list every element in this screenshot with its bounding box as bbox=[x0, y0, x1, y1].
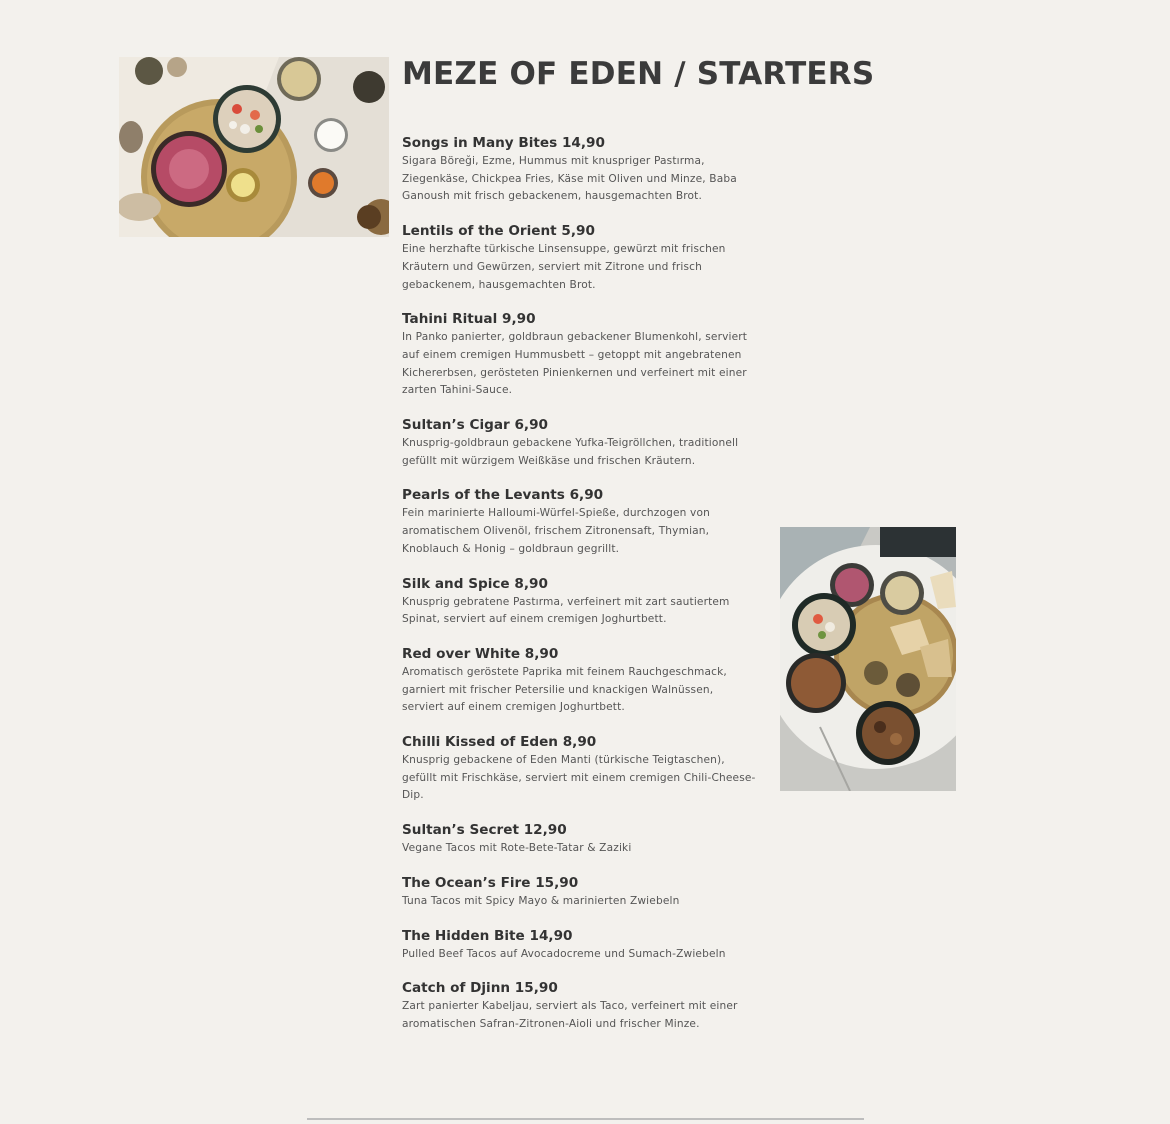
menu-item-price: 8,90 bbox=[562, 734, 597, 751]
menu-item-description-line: Ziegenkäse, Chickpea Fries, Käse mit Oliven und Minze, Baba bbox=[402, 172, 737, 185]
meze-platter-photo bbox=[119, 57, 389, 237]
menu-item bbox=[402, 309, 767, 400]
menu-item-description-line: serviert auf einem cremigen Joghurtbett. bbox=[402, 701, 625, 714]
menu-item-description-line: Tuna Tacos mit Spicy Mayo & marinierten Zwiebeln bbox=[402, 894, 680, 907]
menu-item bbox=[402, 415, 767, 470]
menu-item bbox=[402, 133, 767, 206]
menu-item-heading bbox=[402, 644, 767, 664]
meze-table-illustration bbox=[780, 527, 956, 791]
menu-item-description-line: Ganoush mit frisch gebackenem, hausgemachten Brot. bbox=[402, 190, 702, 203]
menu-item-description-line: Knoblauch & Honig – goldbraun gegrillt. bbox=[402, 542, 620, 555]
menu-item bbox=[402, 221, 767, 294]
menu-item bbox=[402, 978, 767, 1033]
menu-item-price: 6,90 bbox=[569, 487, 604, 504]
menu-item-name: The Hidden Bite bbox=[402, 927, 525, 944]
menu-item-description bbox=[402, 241, 767, 294]
meze-table-photo bbox=[780, 527, 956, 791]
menu-item-name: Silk and Spice bbox=[402, 575, 510, 592]
menu-item-description bbox=[402, 594, 767, 629]
menu-item-description-line: zarten Tahini-Sauce. bbox=[402, 384, 513, 397]
menu-item-price: 8,90 bbox=[524, 645, 559, 662]
menu-item-description bbox=[402, 893, 767, 911]
menu-item-price: 14,90 bbox=[561, 135, 605, 151]
menu-item-description-line: Aromatisch geröstete Paprika mit feinem Rauchgeschmack, bbox=[402, 665, 727, 678]
menu-item-heading bbox=[402, 415, 767, 435]
menu-item-name: Chilli Kissed of Eden bbox=[402, 734, 558, 751]
menu-item-description-line: gebackenem, hausgemachten Brot. bbox=[402, 278, 596, 291]
menu-item-heading bbox=[402, 820, 767, 840]
menu-list bbox=[402, 133, 767, 1049]
menu-item-heading bbox=[402, 926, 767, 946]
menu-item bbox=[402, 820, 767, 858]
menu-item-heading bbox=[402, 978, 767, 998]
menu-item-description-line: Fein marinierte Halloumi-Würfel-Spieße, durchzogen von bbox=[402, 507, 710, 520]
menu-item-name: Catch of Djinn bbox=[402, 980, 511, 997]
menu-item-description bbox=[402, 329, 767, 400]
menu-item-description-line: Eine herzhafte türkische Linsensuppe, gewürzt mit frischen bbox=[402, 243, 726, 256]
menu-item-price: 12,90 bbox=[523, 822, 567, 839]
menu-item bbox=[402, 485, 767, 558]
menu-item-description-line: In Panko panierter, goldbraun gebackener Blumenkohl, serviert bbox=[402, 331, 748, 344]
menu-item-heading bbox=[402, 485, 767, 505]
menu-item-heading bbox=[402, 133, 767, 153]
menu-item-price: 9,90 bbox=[501, 311, 536, 328]
menu-item-heading bbox=[402, 732, 767, 752]
menu-item bbox=[402, 644, 767, 717]
menu-item-price: 8,90 bbox=[514, 575, 548, 592]
menu-item-description-line: gefüllt mit Frischkäse, serviert mit einem cremigen Chili-Cheese- bbox=[402, 771, 756, 784]
menu-item-heading bbox=[402, 309, 767, 329]
menu-item-price: 6,90 bbox=[514, 417, 548, 434]
menu-item-description-line: Kräutern und Gewürzen, serviert mit Zitrone und frisch bbox=[402, 260, 702, 273]
menu-item-description bbox=[402, 435, 767, 470]
menu-item-name: Lentils of the Orient bbox=[402, 223, 557, 240]
menu-item bbox=[402, 926, 767, 964]
menu-item-description-line: aromatischem Olivenöl, frischem Zitronensaft, Thymian, bbox=[402, 525, 710, 538]
menu-item-description-line: Zart panierter Kabeljau, serviert als Taco, verfeinert mit einer bbox=[402, 1000, 738, 1013]
menu-item-description bbox=[402, 752, 767, 805]
menu-item-description-line: Knusprig gebackene of Eden Manti (türkische Teigtaschen), bbox=[402, 754, 725, 767]
menu-item-description-line: Sigara Böreği, Ezme, Hummus mit knuspriger Pastırma, bbox=[402, 155, 705, 167]
menu-item-description bbox=[402, 998, 767, 1033]
menu-item-description-line: aromatischen Safran-Zitronen-Aioli und frischer Minze. bbox=[402, 1017, 700, 1030]
menu-item-name: Red over White bbox=[402, 645, 521, 662]
menu-item-description-line: Spinat, serviert auf einem cremigen Joghurtbett. bbox=[402, 613, 667, 626]
section-title: MEZE OF EDEN / STARTERS bbox=[402, 56, 875, 92]
menu-item-description bbox=[402, 840, 767, 858]
menu-item-price: 14,90 bbox=[529, 927, 573, 944]
menu-item-description-line: Pulled Beef Tacos auf Avocadocreme und Sumach-Zwiebeln bbox=[402, 947, 726, 960]
menu-item-description-line: auf einem cremigen Hummusbett – getoppt mit angebratenen bbox=[402, 348, 742, 361]
menu-item-name: Pearls of the Levants bbox=[402, 487, 565, 504]
menu-item-price: 15,90 bbox=[535, 874, 579, 891]
menu-item bbox=[402, 574, 767, 629]
menu-item-description-line: Kichererbsen, gerösteten Pinienkernen und verfeinert mit einer bbox=[402, 366, 747, 379]
menu-item-description-line: Knusprig-goldbraun gebackene Yufka-Teigröllchen, traditionell bbox=[402, 437, 739, 450]
meze-platter-illustration bbox=[119, 57, 389, 237]
menu-item-heading bbox=[402, 221, 767, 241]
menu-item-description-line: gefüllt mit würzigem Weißkäse und frischen Kräutern. bbox=[402, 454, 696, 467]
menu-item-name: Sultan’s Secret bbox=[402, 822, 519, 839]
menu-item-price: 5,90 bbox=[561, 223, 595, 240]
menu-item-description bbox=[402, 505, 767, 558]
menu-item-description bbox=[402, 153, 767, 206]
menu-item bbox=[402, 732, 767, 805]
menu-item-price: 15,90 bbox=[514, 980, 558, 997]
menu-item-name: Songs in Many Bites bbox=[402, 135, 558, 151]
menu-item-description-line: Knusprig gebratene Pastırma, verfeinert mit zart sautiertem bbox=[402, 595, 730, 608]
menu-item-heading bbox=[402, 873, 767, 893]
menu-item-name: Tahini Ritual bbox=[402, 311, 498, 328]
menu-item-description-line: Vegane Tacos mit Rote-Bete-Tatar & Zaziki bbox=[402, 842, 632, 855]
bottom-divider bbox=[307, 1118, 864, 1120]
menu-item-description-line: Dip. bbox=[402, 789, 424, 802]
menu-item-description-line: garniert mit frischer Petersilie und knackigen Walnüssen, bbox=[402, 683, 714, 696]
menu-item-name: The Ocean’s Fire bbox=[402, 874, 531, 891]
menu-item bbox=[402, 873, 767, 911]
menu-item-description bbox=[402, 664, 767, 717]
menu-item-heading bbox=[402, 574, 767, 594]
menu-item-name: Sultan’s Cigar bbox=[402, 417, 510, 434]
menu-item-description bbox=[402, 946, 767, 964]
